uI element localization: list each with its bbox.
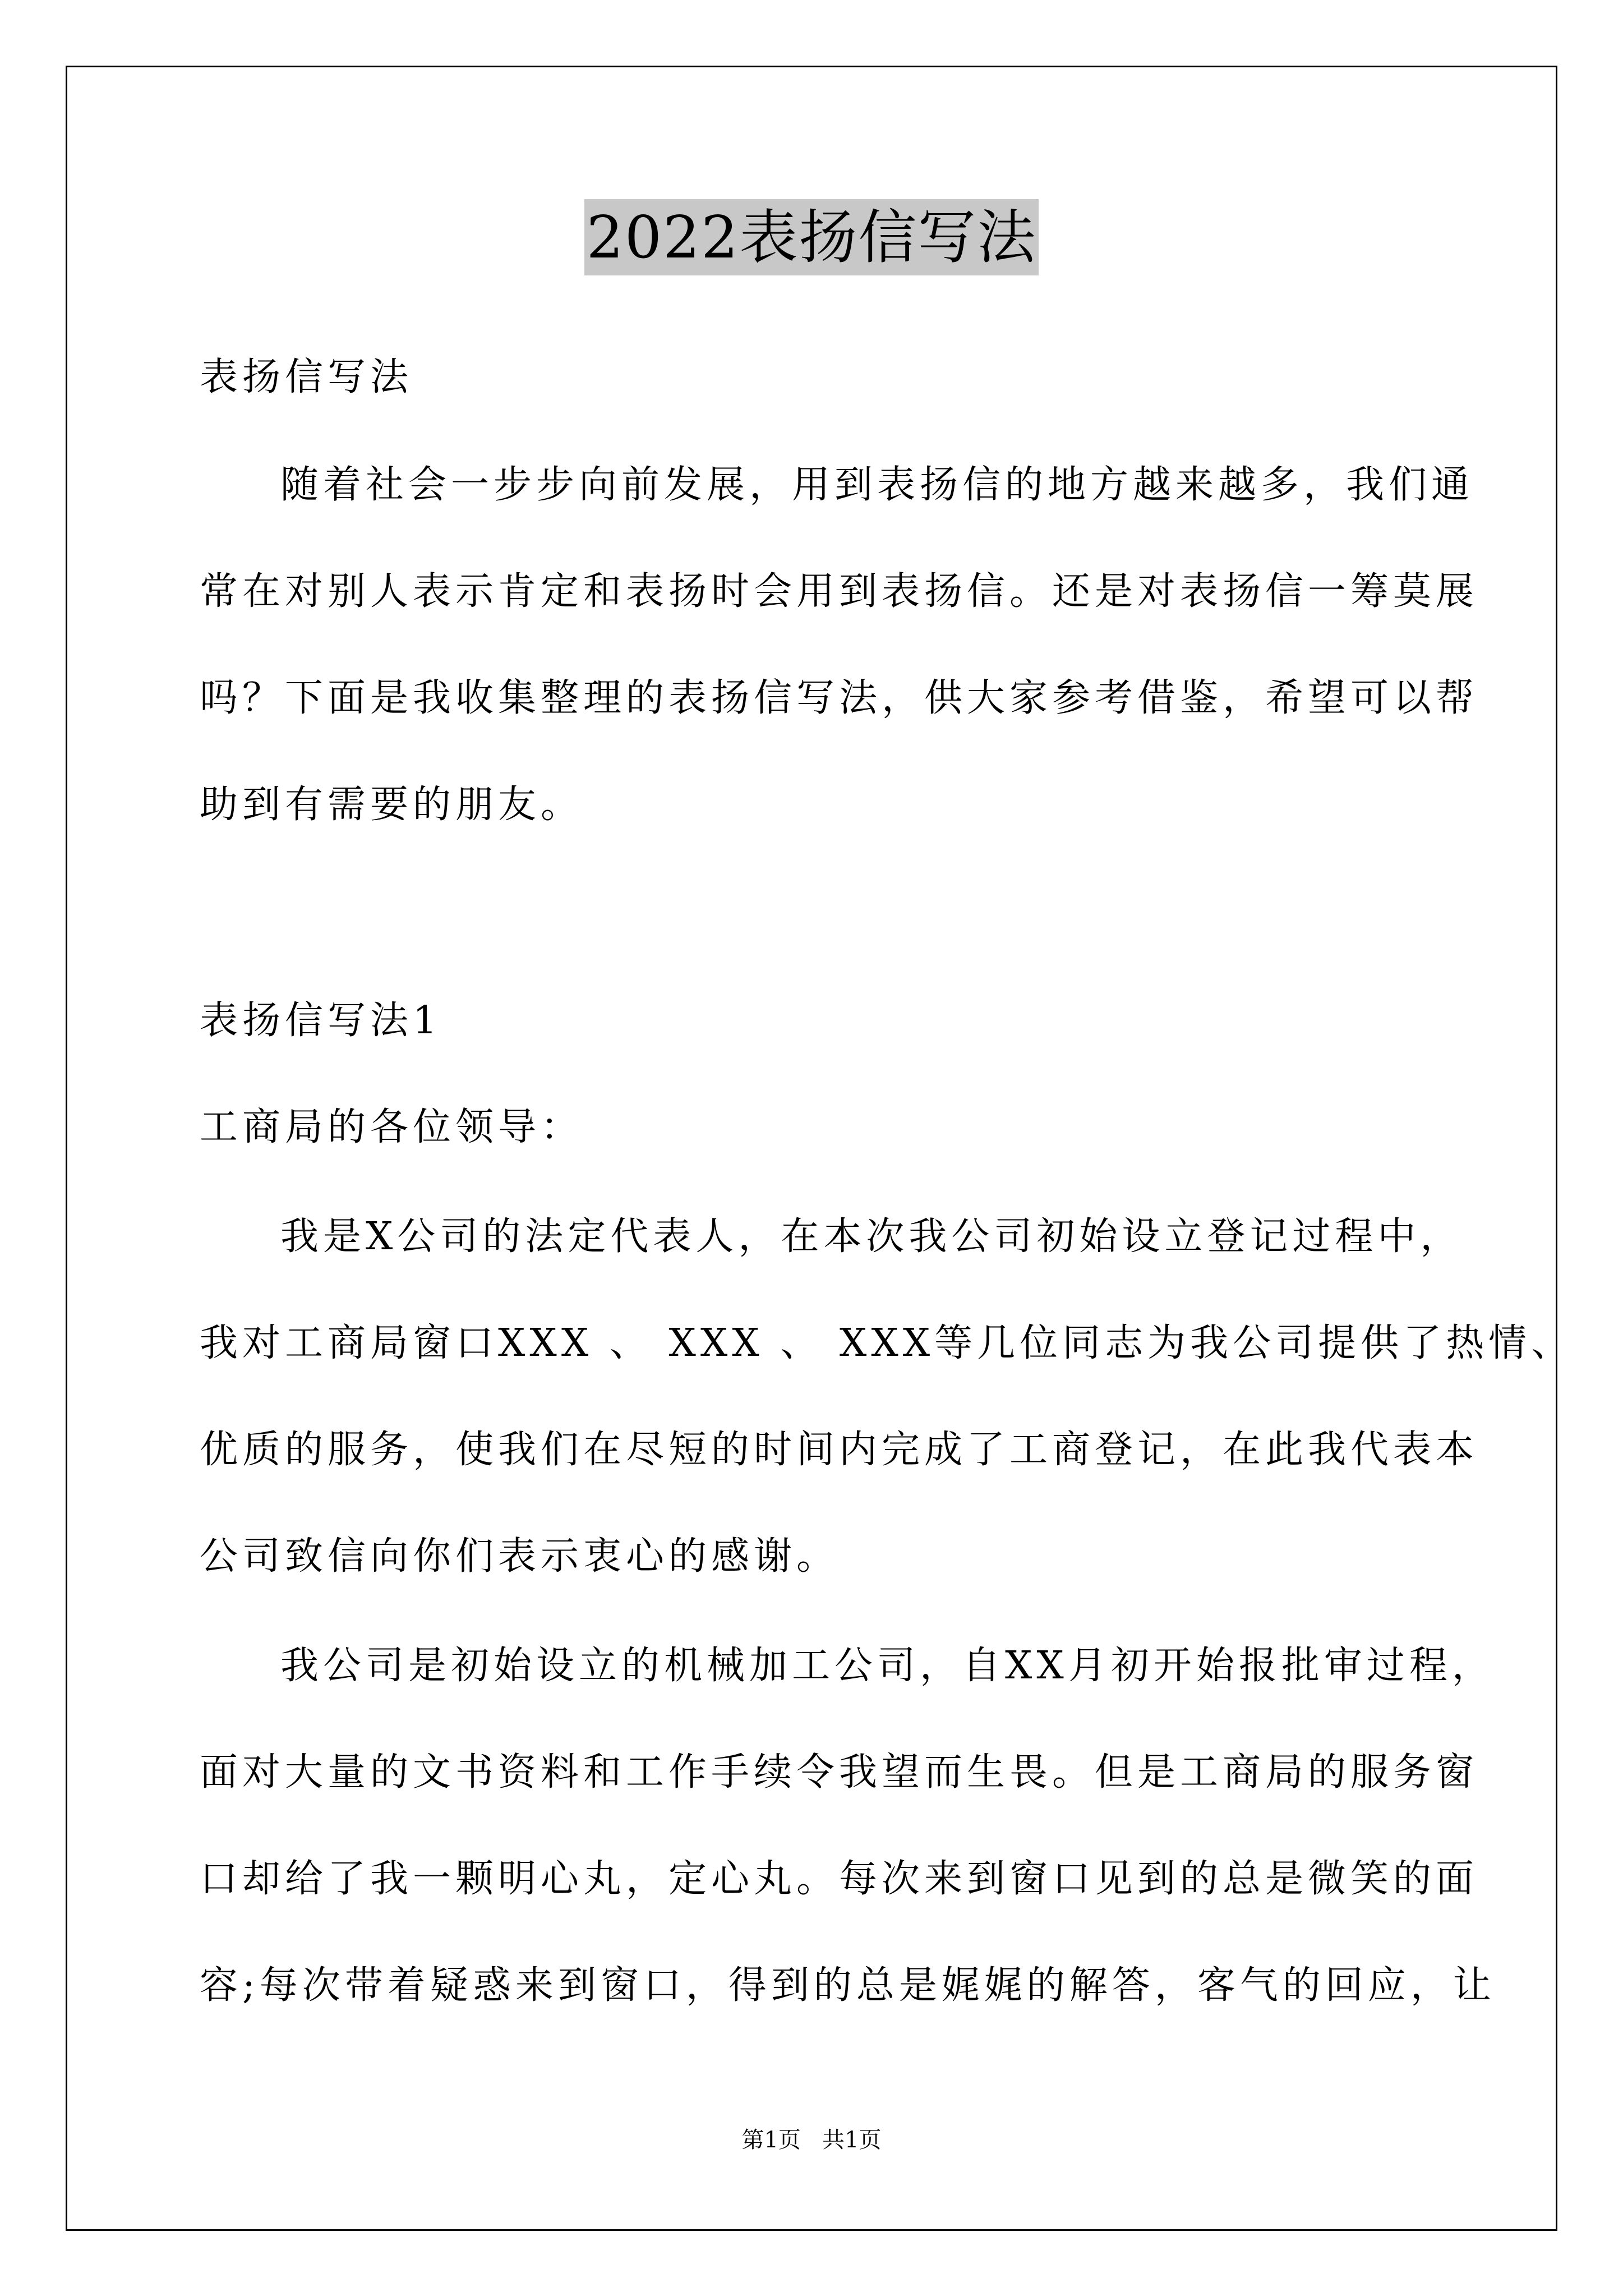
section-heading: 表扬信写法1 [200, 999, 442, 1043]
title-container [0, 199, 1623, 275]
section-heading: 表扬信写法 [200, 355, 413, 399]
salutation: 工商局的各位领导： [200, 1105, 584, 1149]
paragraph-line: 随着社会一步步向前发展，用到表扬信的地方越来越多，我们通 [280, 463, 1474, 507]
paragraph-line: 我对工商局窗口XXX 、 XXX 、 XXX等几位同志为我公司提供了热情、 [200, 1321, 1574, 1365]
paragraph-line: 口却给了我一颗明心丸，定心丸。每次来到窗口见到的总是微笑的面 [200, 1857, 1479, 1901]
paragraph-line: 常在对别人表示肯定和表扬时会用到表扬信。还是对表扬信一筹莫展 [200, 569, 1479, 614]
paragraph-line: 容;每次带着疑惑来到窗口，得到的总是娓娓的解答，客气的回应，让 [200, 1963, 1496, 2008]
paragraph-line: 吗？下面是我收集整理的表扬信写法，供大家参考借鉴，希望可以帮 [200, 676, 1479, 720]
paragraph-line: 我公司是初始设立的机械加工公司，自XX月初开始报批审过程， [280, 1644, 1495, 1688]
document-title: 2022表扬信写法 [584, 199, 1039, 275]
paragraph-line: 优质的服务，使我们在尽短的时间内完成了工商登记，在此我代表本 [200, 1428, 1479, 1472]
paragraph-line: 我是X公司的法定代表人，在本次我公司初始设立登记过程中， [280, 1214, 1463, 1259]
paragraph-line: 助到有需要的朋友。 [200, 783, 584, 827]
page-footer: 第1页 共1页 [741, 2127, 882, 2153]
paragraph-line: 公司致信向你们表示衷心的感谢。 [200, 1534, 840, 1579]
paragraph-line: 面对大量的文书资料和工作手续令我望而生畏。但是工商局的服务窗 [200, 1750, 1479, 1795]
